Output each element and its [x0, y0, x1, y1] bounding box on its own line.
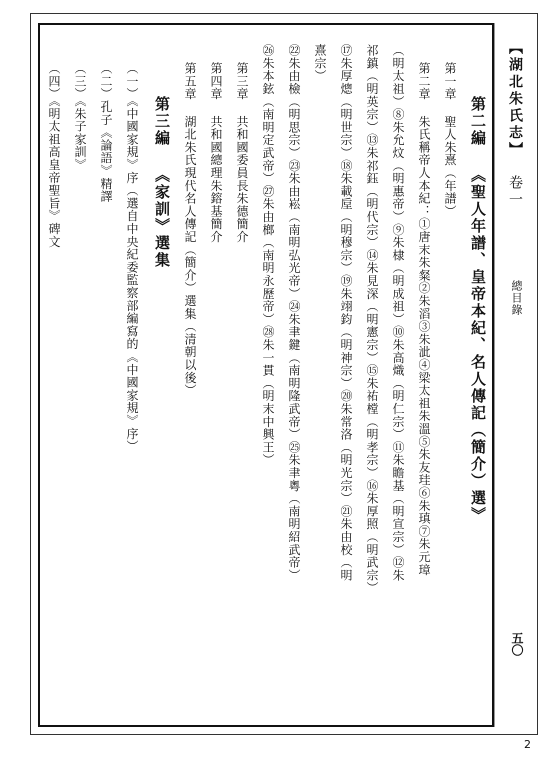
- toc-line: 祁鎮（明英宗）⑬朱祁鈺（明代宗）⑭朱見深（明憲宗）⑮朱祐樘（明孝宗）⑯朱厚照（明武宗）: [365, 44, 379, 595]
- section-label: 總目錄: [510, 280, 523, 316]
- toc-line: 第四章 共和國總理朱鎔基簡介: [209, 62, 223, 244]
- toc-line: 第五章 湖北朱氏現代名人傳記（簡介）選集（清朝以後）: [183, 62, 197, 397]
- toc-line: 熹宗）: [313, 44, 327, 83]
- toc-line: 第二章 朱氏稱帝人本紀：①唐末朱粲②朱滔③朱泚④梁太祖朱溫⑤朱友珪⑥朱瑱⑦朱元璋: [417, 62, 431, 576]
- toc-line: （三）《朱子家訓》: [73, 62, 87, 172]
- book-title: 【湖北朱氏志】: [507, 40, 523, 159]
- toc-line: （一）《中國家規》序（選自中央紀委監察部編寫的《中國家規》序）: [125, 62, 139, 453]
- volume-label: 卷一: [507, 175, 523, 209]
- toc-line: 第三章 共和國委員長朱德簡介: [235, 62, 249, 244]
- toc-line: ㉒朱由檢（明思宗）㉓朱由崧（南明弘光帝）㉔朱聿鍵（南明隆武帝）㉕朱聿粵（南明紹武帝）: [287, 44, 301, 582]
- part-title: 第二編 《聖人年譜、皇帝本紀、名人傳記（簡介）選》: [469, 96, 487, 524]
- page-number: 2: [524, 738, 531, 751]
- part-title: 第三編 《家訓》選集: [153, 96, 171, 269]
- toc-line: ⑰朱厚熜（明世宗）⑱朱載垕（明穆宗）⑲朱翊鈞（明神宗）⑳朱常洛（明光宗）㉑朱由校（明: [339, 44, 353, 582]
- toc-line: 第一章 聖人朱熹（年譜）: [443, 62, 457, 218]
- toc-line: ㉖朱本鉉（南明定武帝）㉗朱由榔（南明永歷帝）㉘朱一貫（明末中興王）: [261, 44, 275, 467]
- toc-line: （四）《明太祖高皇帝聖旨》碑文: [47, 62, 61, 248]
- sidebar-divider: [494, 23, 495, 727]
- sidebar-page-label: 五〇: [510, 632, 524, 656]
- toc-line: （明太祖）⑧朱允炆（明惠帝）⑨朱棣（明成祖）⑩朱高熾（明仁宗）⑪朱瞻基（明宣宗）⑫朱: [391, 44, 405, 582]
- toc-line: （二）孔子《論語》精譯: [99, 62, 113, 203]
